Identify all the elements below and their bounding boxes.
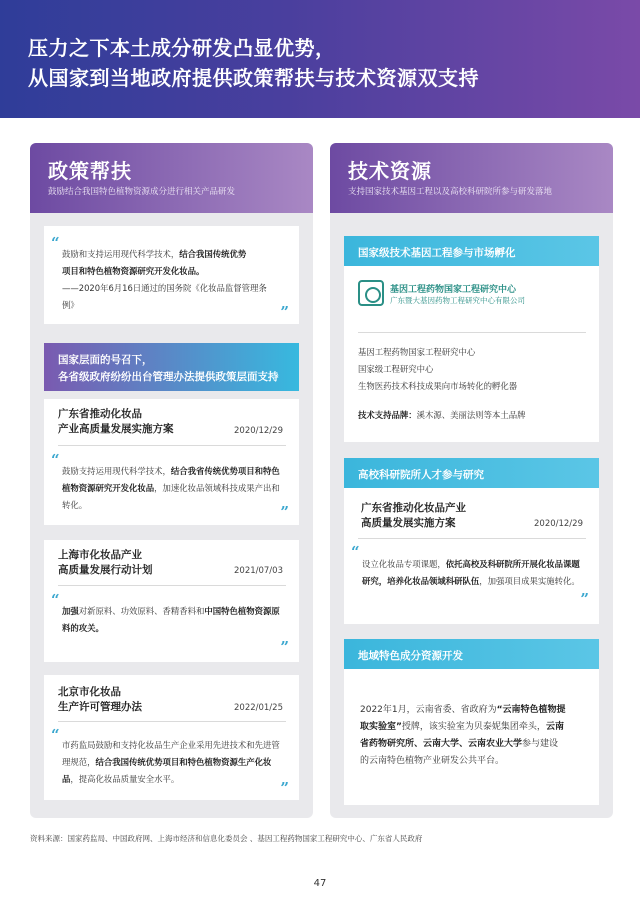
page-number: 47 (313, 878, 327, 889)
policy-quote-line-3: ——2020年6月16日通过的国务院《化妆品监督管理条 (62, 283, 267, 293)
tech-support-brands: 技术支持品牌：溪木源、美丽法则等本土品牌 (358, 410, 526, 420)
policy-banner-line-1: 国家层面的号召下， (58, 354, 153, 366)
tech-list-item: 生物医药技术科技成果向市场转化的孵化器 (358, 381, 518, 391)
tech-list-item: 基因工程药物国家工程研究中心 (358, 347, 476, 357)
tech-section-2-header (344, 458, 599, 488)
quote-open-icon: “ (51, 234, 60, 252)
tech-yunnan-text-line-4: 的云南特色植物产业研发公共平台。 (360, 756, 505, 766)
policy-card-text-line-3: 转化。 (62, 500, 88, 510)
policy-card-title-line-1: 广东省推动化妆品 (58, 408, 142, 420)
page-title-line-2: 从国家到当地政府提供政策帮扶与技术资源双支持 (28, 66, 479, 90)
policy-card-divider (58, 721, 286, 722)
policy-header (30, 143, 313, 213)
tech-yunnan-text-line-3: 省药物研究所、云南大学、云南农业大学参与建设 (360, 739, 559, 749)
tech-header (330, 143, 613, 213)
policy-card-title-line-1: 上海市化妆品产业 (58, 549, 142, 561)
page-title-line-1: 压力之下本土成分研发凸显优势， (28, 36, 336, 60)
logo-text-line-1: 基因工程药物国家工程研究中心 (390, 285, 517, 295)
tech-section-3-body (344, 669, 599, 805)
tech-column (330, 143, 613, 818)
policy-quote-line-2: 项目和特色植物资源研究开发化妆品。 (62, 266, 205, 276)
tech-section-3-header (344, 639, 599, 669)
tech-section-1-title: 国家级技术基因工程参与市场孵化 (358, 247, 516, 259)
quote-open-icon: “ (51, 591, 60, 609)
policy-banner (44, 343, 299, 391)
research-center-logo-icon (358, 280, 384, 306)
logo-text-line-2: 广东暨大基因药物工程研究中心有限公司 (390, 296, 525, 305)
tech-yunnan-text-line-2: 取实验室”授牌，该实验室为贝泰妮集团牵头，云南 (360, 722, 564, 732)
policy-card-text-line-3: 品，提高化妆品质量安全水平。 (62, 774, 180, 784)
policy-title: 政策帮扶 (48, 159, 132, 183)
quote-close-icon: ” (580, 590, 589, 608)
tech-section-1-body (344, 266, 599, 442)
tech-section-1-header (344, 236, 599, 266)
tech-subtitle: 支持国家技术基因工程以及高校科研院所参与研发落地 (348, 187, 553, 197)
tech-card-text-line-2: 研究，培养化妆品领域科研队伍，加强项目成果实施转化。 (362, 576, 580, 586)
quote-open-icon: “ (351, 543, 360, 561)
policy-card-guangdong (44, 399, 299, 525)
policy-card-text-line-1: 市药监局鼓励和支持化妆品生产企业采用先进技术和先进管 (62, 740, 280, 750)
policy-quote-card (44, 226, 299, 324)
tech-title: 技术资源 (348, 159, 432, 183)
policy-card-title-line-2: 产业高质量发展实施方案 (58, 423, 174, 435)
quote-close-icon: ” (280, 779, 289, 797)
policy-card-date: 2022/01/25 (234, 703, 283, 713)
policy-card-date: 2020/12/29 (234, 426, 283, 436)
tech-section-3-title: 地域特色成分资源开发 (358, 650, 463, 662)
tech-card-divider (358, 538, 586, 539)
quote-close-icon: ” (280, 503, 289, 521)
quote-close-icon: ” (280, 303, 289, 321)
tech-card-text-line-1: 设立化妆品专项课题，依托高校及科研院所开展化妆品课题 (362, 559, 580, 569)
quote-close-icon: ” (280, 638, 289, 656)
policy-card-text-line-2: 理规范，结合我国传统优势项目和特色植物资源生产化妆 (62, 757, 272, 767)
policy-quote-line-4: 例》 (62, 300, 79, 310)
tech-card-title-line-1: 广东省推动化妆品产业 (361, 502, 466, 514)
tech-card-date: 2020/12/29 (534, 519, 583, 529)
policy-card-text-line-2: 植物资源研究开发化妆品，加速化妆品领域科技成果产出和 (62, 483, 280, 493)
policy-card-title-line-2: 生产许可管理办法 (58, 701, 142, 713)
tech-section-2-title: 高校科研院所人才参与研究 (358, 469, 484, 481)
policy-card-date: 2021/07/03 (234, 566, 283, 576)
section-divider (358, 332, 586, 333)
quote-open-icon: “ (51, 451, 60, 469)
tech-list-item: 国家级工程研究中心 (358, 364, 434, 374)
policy-card-text-line-1: 鼓励支持运用现代科学技术，结合我省传统优势项目和特色 (62, 466, 280, 476)
tech-section-2-body (344, 488, 599, 624)
policy-column (30, 143, 313, 818)
source-note: 资料来源：国家药监局、中国政府网、上海市经济和信息化委员会 、基因工程药物国家工程研究中心、广东省人民政府 (30, 834, 423, 843)
policy-card-title-line-2: 高质量发展行动计划 (58, 564, 153, 576)
policy-card-divider (58, 585, 286, 586)
policy-quote-line-1: 鼓励和支持运用现代科学技术，结合我国传统优势 (62, 249, 247, 259)
policy-card-divider (58, 445, 286, 446)
policy-subtitle: 鼓励结合我国特色植物资源成分进行相关产品研发 (48, 187, 236, 197)
policy-card-text-line-1: 加强对新原料、功效原料、香精香料和中国特色植物资源原 (62, 606, 280, 616)
page-header (0, 0, 640, 118)
tech-card-title-line-2: 高质量发展实施方案 (361, 517, 456, 529)
policy-card-shanghai (44, 540, 299, 662)
policy-card-beijing (44, 675, 299, 800)
policy-card-title-line-1: 北京市化妆品 (58, 686, 121, 698)
policy-card-text-line-2: 料的攻关。 (62, 623, 104, 633)
policy-banner-line-2: 各省级政府纷纷出台管理办法提供政策层面支持 (58, 371, 279, 383)
quote-open-icon: “ (51, 726, 60, 744)
tech-yunnan-text-line-1: 2022年1月，云南省委、省政府为“云南特色植物提 (360, 705, 566, 715)
